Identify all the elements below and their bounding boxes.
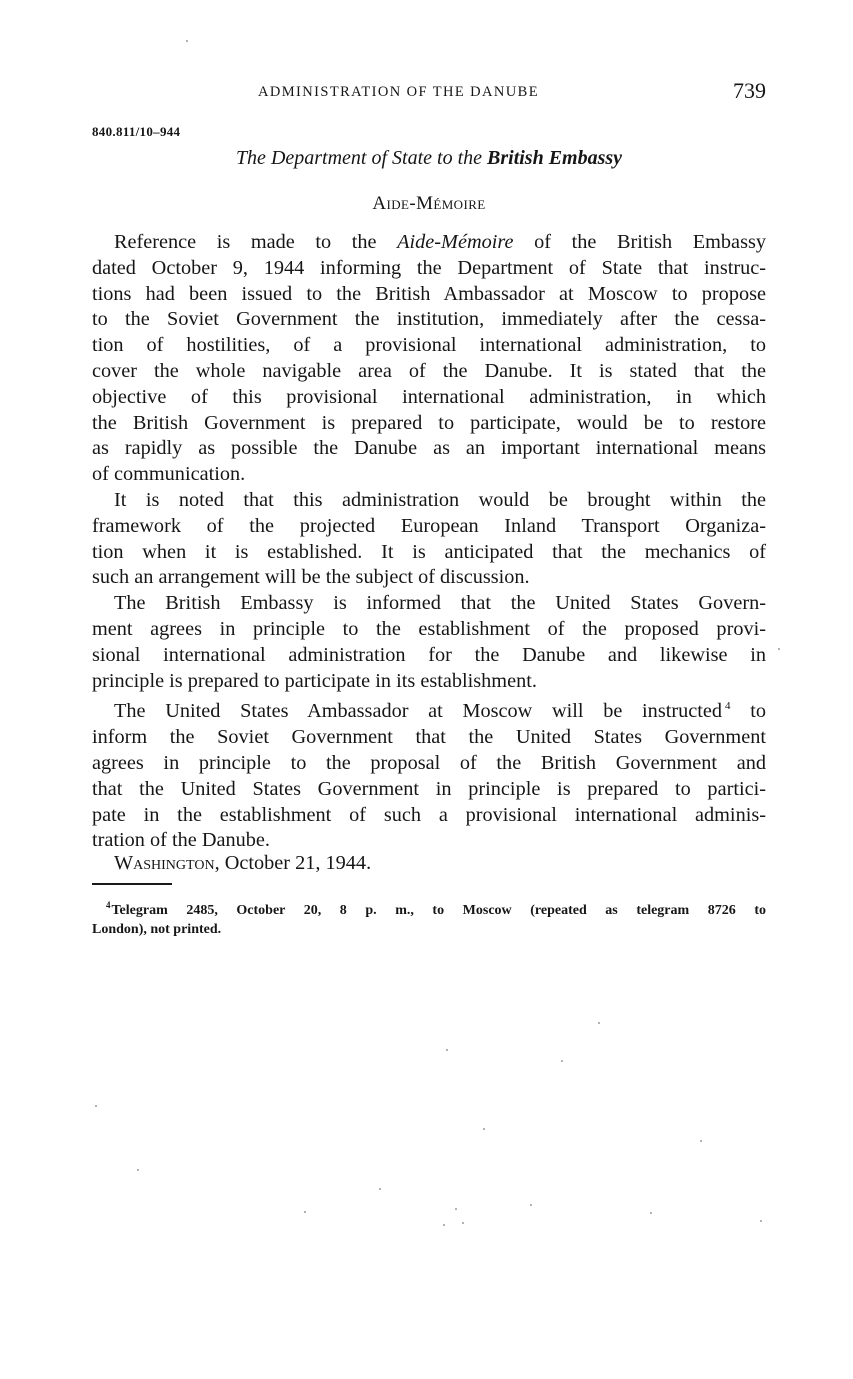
italic-term: Aide-Mémoire — [397, 231, 514, 253]
text-line — [92, 514, 766, 540]
text-line — [92, 359, 766, 385]
paragraph — [92, 694, 766, 854]
footnote — [92, 896, 766, 939]
text-run: objective of this provisional international administration, in which — [92, 385, 766, 408]
text-line — [92, 777, 766, 803]
text-line — [92, 828, 766, 854]
text-run: tration of the Danube. — [92, 829, 270, 852]
text-run: that the United States Government in principle is prepared to partici- — [92, 777, 766, 800]
text-run: tion of hostilities, of a provisional international administration, to — [92, 334, 766, 357]
scan-speck — [650, 1212, 652, 1214]
text-run: cover the whole navigable area of the Danube. It is stated that the — [92, 359, 766, 382]
text-line — [92, 617, 766, 643]
text-run: of communication. — [92, 463, 246, 486]
paragraph — [92, 591, 766, 694]
scan-speck — [700, 1140, 702, 1142]
text-run: Reference is made to the — [114, 231, 398, 253]
text-run: The British Embassy is informed that the United States Govern- — [114, 592, 766, 615]
text-line — [92, 282, 766, 308]
text-line — [92, 385, 766, 411]
scan-speck — [760, 1220, 762, 1222]
text-line — [92, 540, 766, 566]
text-run: to the Soviet Government the institution, immediately after the cessa- — [92, 308, 766, 331]
text-line — [92, 803, 766, 829]
scan-speck — [137, 1169, 139, 1171]
paragraph — [92, 488, 766, 591]
scan-speck — [462, 1222, 464, 1224]
scan-speck — [186, 40, 188, 42]
text-run: dated October 9, 1944 informing the Department of State that instruc- — [92, 256, 766, 279]
scan-speck — [598, 1022, 600, 1024]
text-run: pate in the establishment of such a provisional international adminis- — [92, 803, 766, 826]
text-run: of the British Embassy — [513, 231, 766, 253]
paragraph — [92, 230, 766, 488]
scan-speck — [446, 1049, 448, 1051]
text-run: The United States Ambassador at Moscow will be instructed — [114, 700, 723, 723]
text-line — [92, 751, 766, 777]
scan-speck — [530, 1204, 532, 1206]
text-line — [92, 669, 766, 695]
page-number: 739 — [733, 78, 766, 103]
footnote-line: London), not printed. — [92, 922, 222, 937]
text-run: It is noted that this administration would be brought within the — [114, 488, 766, 511]
scan-speck — [455, 1208, 457, 1210]
signoff-place: Washington — [114, 852, 215, 874]
footnote-line — [92, 896, 766, 920]
scan-speck — [443, 1224, 445, 1226]
text-line — [92, 230, 766, 256]
signoff-date: , October 21, 1944. — [214, 852, 372, 874]
scan-speck — [561, 1060, 563, 1062]
text-run: framework of the projected European Inland Transport Organiza- — [92, 514, 766, 537]
text-line — [92, 694, 766, 725]
text-run: to — [730, 700, 766, 723]
text-line — [92, 333, 766, 359]
text-run: such an arrangement will be the subject of discussion. — [92, 566, 530, 589]
scan-speck — [304, 1211, 306, 1213]
text-line — [92, 436, 766, 462]
text-line — [92, 565, 766, 591]
footnote-rule — [92, 883, 172, 885]
text-line — [92, 643, 766, 669]
scan-speck — [778, 648, 780, 650]
text-line — [92, 307, 766, 333]
text-line — [92, 462, 766, 488]
footnote-text-1: Telegram 2485, October 20, 8 p. m., to Moscow (repeated as telegram 8726 to — [111, 903, 766, 918]
scan-speck — [379, 1188, 381, 1190]
body-text — [92, 230, 766, 854]
document-heading-sender: The Department of State to the — [235, 147, 488, 169]
text-line — [92, 256, 766, 282]
document-heading-recipient: British Embassy — [487, 147, 623, 169]
text-line — [92, 411, 766, 437]
text-run: tions had been issued to the British Ambassador at Moscow to propose — [92, 282, 766, 305]
text-run: as rapidly as possible the Danube as an important international means — [92, 437, 766, 460]
document-heading — [92, 147, 766, 170]
text-run: principle is prepared to participate in its establishment. — [92, 669, 537, 692]
text-run: ment agrees in principle to the establishment of the proposed provi- — [92, 617, 766, 640]
text-line — [92, 488, 766, 514]
running-title: ADMINISTRATION OF THE DANUBE — [258, 84, 539, 100]
text-run: tion when it is established. It is anticipated that the mechanics of — [92, 540, 766, 563]
scan-speck — [483, 1128, 485, 1130]
text-line — [92, 725, 766, 751]
document-type-title: Aide-Mémoire — [372, 193, 486, 214]
footnote-marker: 4 — [106, 900, 111, 910]
text-run: sional international administration for the Danube and likewise in — [92, 643, 766, 666]
text-run: agrees in principle to the proposal of the British Government and — [92, 751, 766, 774]
footnote-reference: 4 — [725, 700, 731, 713]
text-run: the British Government is prepared to participate, would be to restore — [92, 411, 766, 434]
text-run: inform the Soviet Government that the United States Government — [92, 726, 766, 749]
document-file-number: 840.811/10–944 — [92, 124, 181, 139]
running-head — [92, 80, 766, 104]
signoff — [114, 852, 371, 875]
scan-speck — [95, 1105, 97, 1107]
text-line — [92, 591, 766, 617]
